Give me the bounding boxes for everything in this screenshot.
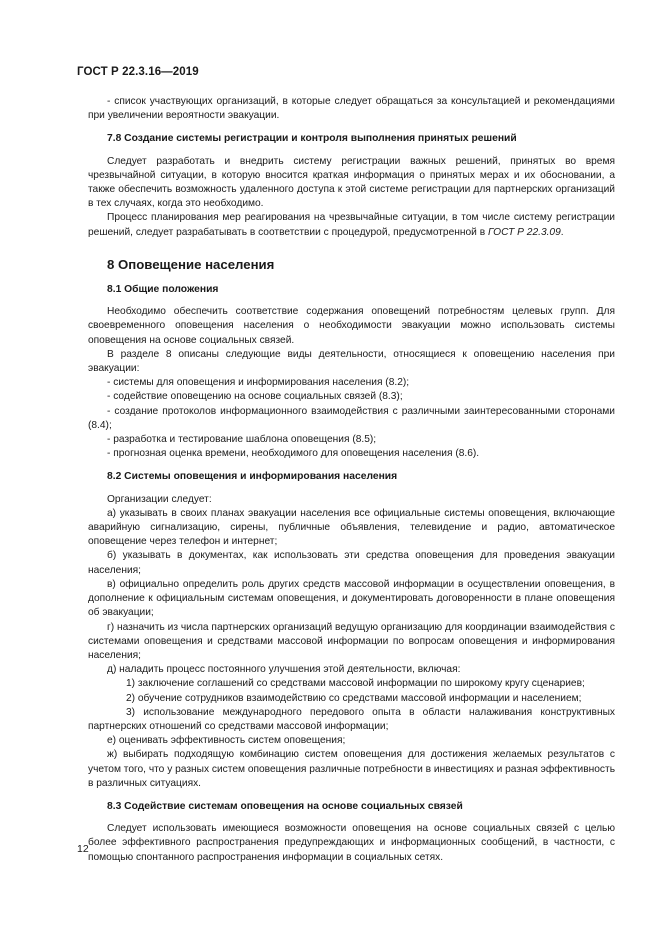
list-item: - системы для оповещения и информирования населения (8.2); — [107, 377, 410, 389]
list-item: - разработка и тестирование шаблона оповещения (8.5); — [107, 434, 377, 446]
list-item: г) назначить из числа партнерских организаций ведущую организацию для координации взаимодействия с системами оповещения и средствами массовой информации по вопросам оповещения и информирования населения; — [88, 621, 615, 661]
list-item: а) указывать в своих планах эвакуации населения все официальные системы оповещения, включающие аварийную сигнализацию, сирены, публичные объявления, телевидение и радио, автоматическое оповещение через телефон и интернет; — [88, 507, 615, 548]
list-item: - список участвующих организаций, в которые следует обращаться за консультацией и рекомендациями при увеличении вероятности эвакуации. — [88, 96, 615, 122]
sub-list-item: 2) обучение сотрудников взаимодействию со средствами массовой информации и населением; — [126, 692, 582, 704]
section-8-3-title: 8.3 Содействие системам оповещения на основе социальных связей — [107, 800, 463, 812]
list-item: б) указывать в документах, как использовать эти средства оповещения для проведения эвакуации населения; — [88, 550, 615, 576]
paragraph-end: . — [560, 226, 564, 238]
paragraph: Следует разработать и внедрить систему регистрации важных решений, принятых во время чрезвычайной ситуации, в которую вносится краткая информация о принятых мерах и их обосновании, а также обеспечить возможность удаленного доступа к этой системе регистрации для партнерских организаций в тех случаях, когда это необходимо. — [88, 155, 615, 210]
list-item: - создание протоколов информационного взаимодействия с различными заинтересованными сторонами (8.4); — [88, 405, 615, 431]
section-7-8-title: 7.8 Создание системы регистрации и контроля выполнения принятых решений — [107, 133, 517, 145]
standard-reference: ГОСТ Р 22.3.09 — [487, 226, 561, 238]
list-item: в) официально определить роль других средств массовой информации в осуществлении оповещения, в дополнение к официальным системам оповещения, и документировать договоренности в плане оповещения об эвакуации; — [88, 578, 615, 619]
list-item: е) оценивать эффективность систем оповещения; — [107, 735, 346, 747]
paragraph: Следует использовать имеющиеся возможности оповещения на основе социальных связей с целью более эффективного распространения предупреждающих и информационных сообщений, в частности, с помощью спонтанного распространения информации в социальных сетях. — [88, 823, 615, 863]
sub-list-item: 3) использование международного передового опыта в области налаживания конструктивных партнерских отношений со средствами массовой информации; — [88, 706, 615, 732]
paragraph-text: Процесс планирования мер реагирования на чрезвычайные ситуации, в том числе систему регистрации решений, следует разрабатывать в соответствии с процедурой, предусмотренной в — [88, 212, 615, 238]
document-code: ГОСТ Р 22.3.16—2019 — [77, 66, 199, 78]
sub-list-item: 1) заключение соглашений со средствами массовой информации по широкому кругу сценариев; — [126, 678, 585, 690]
section-8-2-title: 8.2 Системы оповещения и информирования населения — [107, 471, 398, 483]
section-8-title: 8 Оповещение населения — [107, 256, 275, 272]
paragraph: Необходимо обеспечить соответствие содержания оповещений потребностям целевых групп. Для своевременного оповещения населения о необходимости эвакуации можно использовать системы оповещения на основе социальных связей. — [88, 306, 615, 346]
paragraph: В разделе 8 описаны следующие виды деятельности, относящиеся к оповещению населения при эвакуации: — [88, 348, 615, 375]
list-item: - содействие оповещению на основе социальных связей (8.3); — [107, 391, 403, 403]
paragraph — [88, 211, 615, 239]
section-8-1-title: 8.1 Общие положения — [107, 284, 219, 296]
list-item: ж) выбирать подходящую комбинацию систем оповещения для достижения желаемых результатов с учетом того, что у разных систем оповещения различные потребности в инвестициях и разная эффективность в различных ситуациях. — [88, 749, 615, 789]
page-number: 12 — [77, 843, 89, 855]
list-item: - прогнозная оценка времени, необходимого для оповещения населения (8.6). — [107, 448, 480, 460]
page-content — [88, 95, 615, 865]
list-item: д) наладить процесс постоянного улучшения этой деятельности, включая: — [107, 664, 461, 676]
paragraph: Организации следует: — [107, 493, 212, 505]
